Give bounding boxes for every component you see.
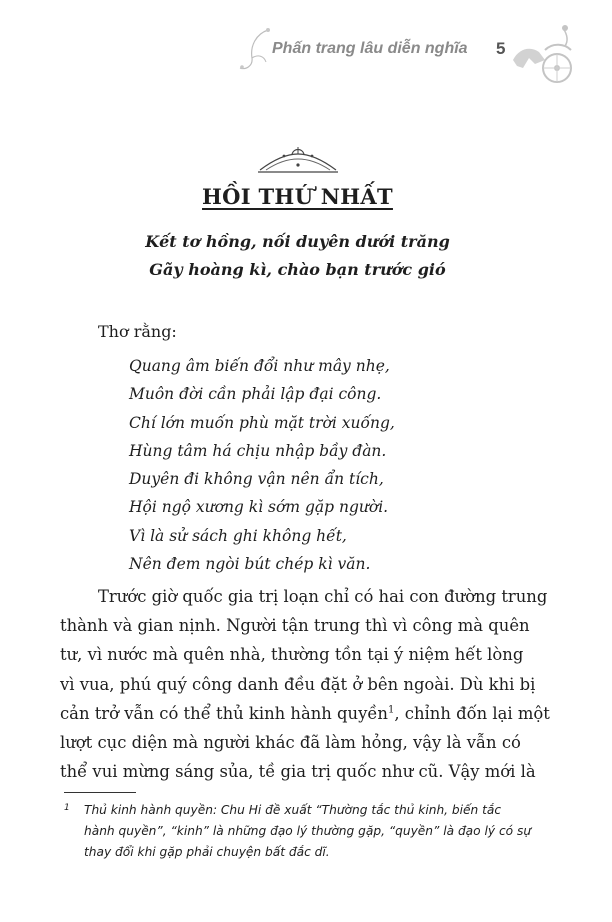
body-line: vì vua, phú quý công danh đều đặt ở bên ngoài. Dù khi bị — [60, 674, 536, 694]
body-line: tư, vì nước mà quên nhà, thường tồn tại ý niệm hết lòng — [60, 645, 524, 665]
footnote-number: 1 — [64, 803, 70, 813]
body-line-part: cản trở vẫn có thể thủ kinh hành quyền — [60, 703, 388, 723]
body-line: thành và gian nịnh. Người tận trung thì vì công mà quên — [60, 616, 530, 636]
poem-line: Duyên đi không vận nên ẩn tích, — [129, 470, 384, 489]
poem-line: Muôn đời cần phải lập đại công. — [129, 385, 382, 404]
poem-line: Quang âm biến đổi như mây nhẹ, — [129, 357, 390, 375]
chapter-subtitle-line-1: Kết tơ hồng, nối duyên dưới trăng — [145, 232, 450, 251]
poem-line: Vì là sử sách ghi không hết, — [129, 526, 347, 545]
footnote — [64, 800, 534, 863]
horse-chariot-illustration-icon — [505, 20, 585, 90]
poem — [129, 352, 395, 578]
body-line-part: , chỉnh đốn lại một — [394, 703, 550, 723]
body-line: thể vui mừng sáng sủa, tề gia trị quốc như cũ. Vậy mới là — [60, 762, 536, 782]
poem-line: Chí lớn muốn phù mặt trời xuống, — [129, 413, 395, 432]
poem-line: Hội ngộ xương kì sớm gặp người. — [129, 498, 389, 517]
footnote-divider — [64, 792, 136, 793]
body-line-with-footnote — [60, 699, 550, 728]
page-number: 5 — [496, 39, 506, 58]
chapter-title: HỒI THỨ NHẤT — [202, 184, 393, 209]
body-line: lượt cục diện mà người khác đã làm hỏng, vậy là vẫn có — [60, 733, 521, 753]
body-paragraph — [60, 582, 550, 786]
poem-line: Hùng tâm há chịu nhập bầy đàn. — [129, 441, 387, 460]
body-line: Trước giờ quốc gia trị loạn chỉ có hai con đường trung — [98, 587, 548, 606]
footnote-text: Thủ kinh hành quyền: Chu Hi đề xuất “Thường tắc thủ kinh, biến tắc hành quyền”, “kinh” là những đạo lý thường gặp, “quyền” là đạo lý có sự thay đổi khi gặp phải chuyện bất đắc dĩ. — [84, 803, 532, 859]
poem-line: Nên đem ngòi bút chép kì văn. — [129, 555, 371, 574]
footnote-reference[interactable]: 1 — [388, 704, 395, 716]
lotus-ornament-icon — [256, 146, 340, 176]
chapter-subtitle-line-2: Gãy hoàng kì, chào bạn trước gió — [149, 260, 446, 279]
poem-intro: Thơ rằng: — [98, 322, 177, 341]
running-title: Phấn trang lâu diễn nghĩa — [272, 40, 468, 57]
